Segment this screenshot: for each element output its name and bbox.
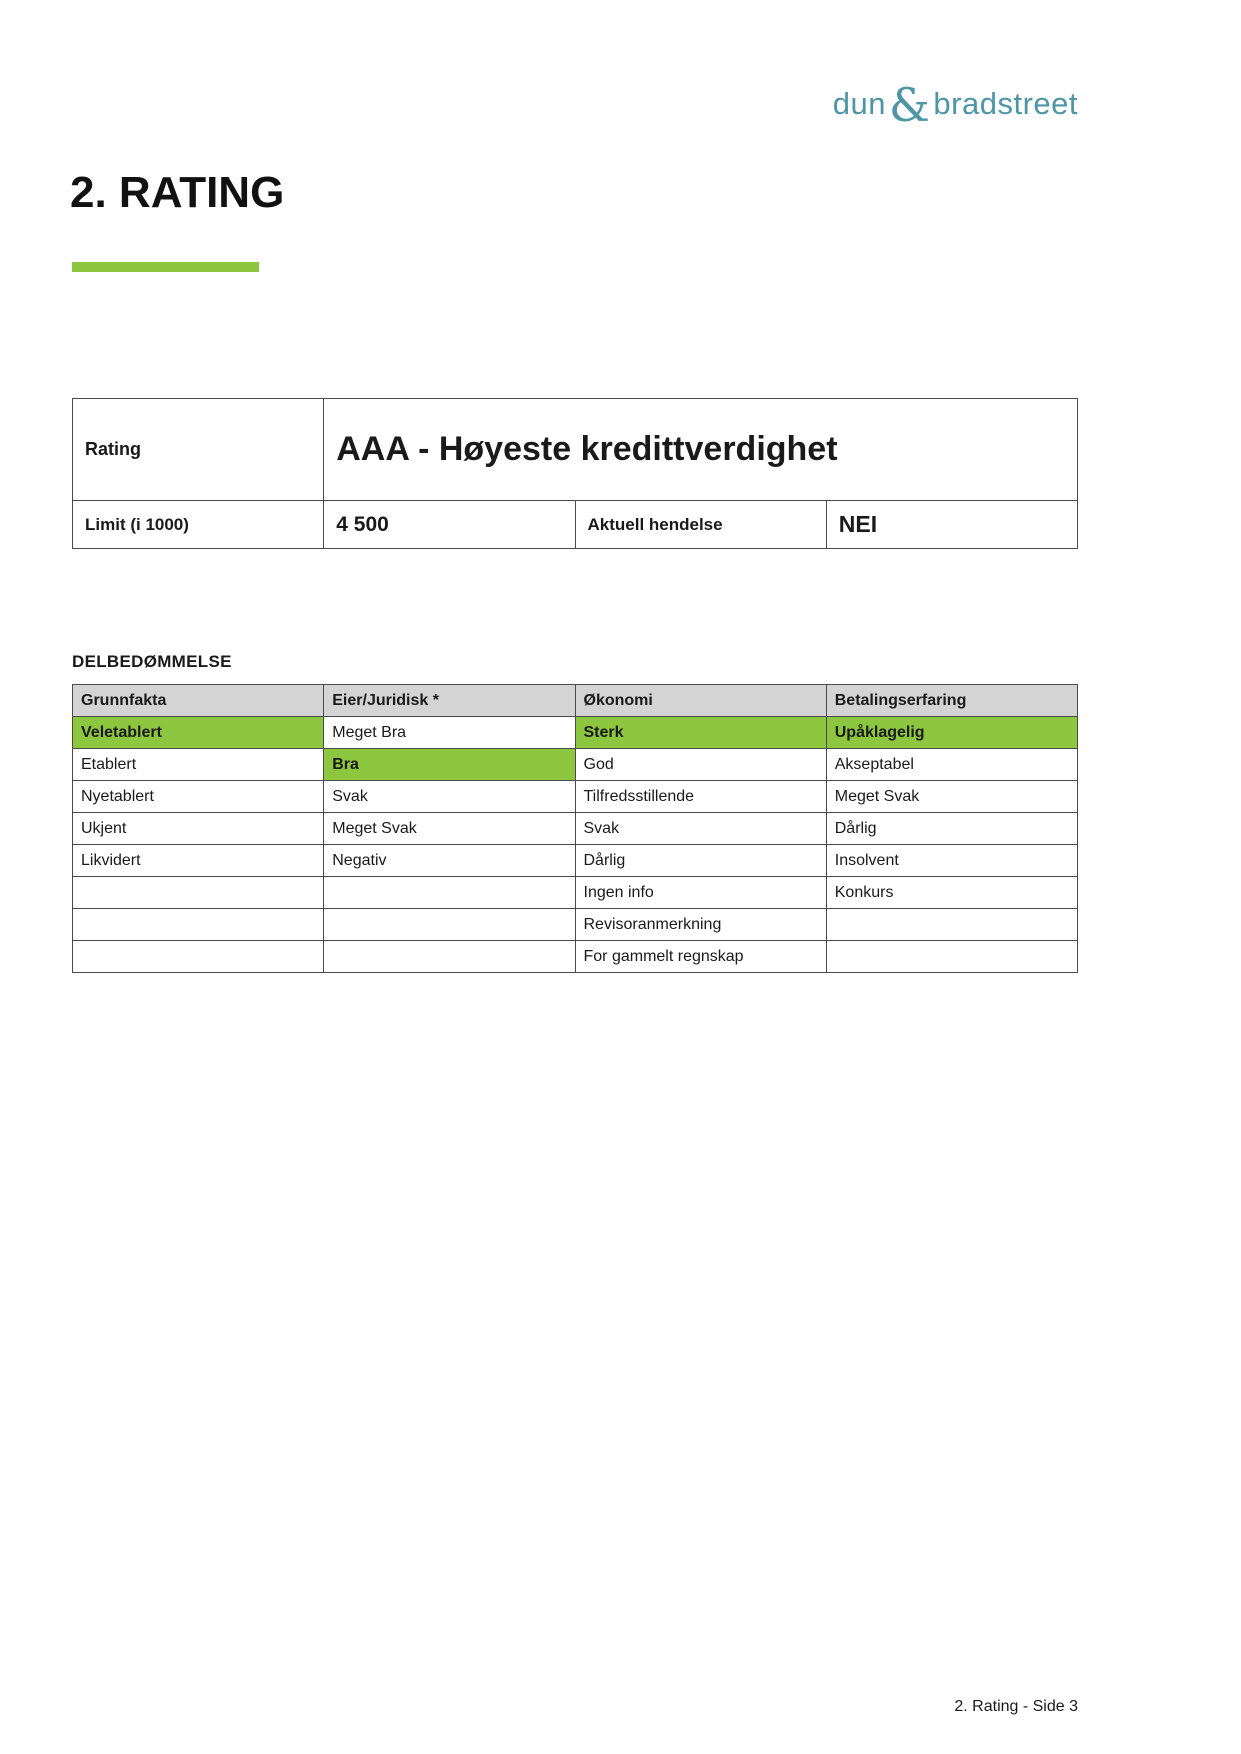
logo-ampersand-icon: & bbox=[888, 78, 931, 132]
rating-scale-cell bbox=[73, 941, 324, 973]
table-row bbox=[73, 813, 1078, 845]
rating-scale-cell: Negativ bbox=[324, 845, 575, 877]
table-row bbox=[73, 845, 1078, 877]
rating-scale-cell bbox=[324, 909, 575, 941]
limit-value-cell: 4 500 bbox=[324, 501, 575, 549]
dnb-logo bbox=[833, 78, 1078, 132]
rating-value-cell: AAA - Høyeste kredittverdighet bbox=[324, 399, 1078, 501]
table-row bbox=[73, 941, 1078, 973]
subassessment-header-row bbox=[73, 685, 1078, 717]
selected-rating-cell: Veletablert bbox=[73, 717, 324, 749]
subassessment-title: DELBEDØMMELSE bbox=[72, 652, 232, 671]
rating-scale-cell: For gammelt regnskap bbox=[575, 941, 826, 973]
rating-scale-cell: Svak bbox=[324, 781, 575, 813]
page-title: 2. RATING bbox=[70, 168, 285, 217]
rating-scale-cell: Konkurs bbox=[826, 877, 1077, 909]
rating-scale-cell: Dårlig bbox=[826, 813, 1077, 845]
rating-scale-cell: Svak bbox=[575, 813, 826, 845]
page-footer: 2. Rating - Side 3 bbox=[954, 1698, 1078, 1715]
rating-scale-cell: Meget Bra bbox=[324, 717, 575, 749]
rating-scale-cell: Ingen info bbox=[575, 877, 826, 909]
current-event-label-cell: Aktuell hendelse bbox=[575, 501, 826, 549]
rating-scale-cell: Revisoranmerkning bbox=[575, 909, 826, 941]
current-event-value-cell: NEI bbox=[826, 501, 1077, 549]
rating-scale-cell bbox=[73, 877, 324, 909]
table-row bbox=[73, 781, 1078, 813]
subassessment-table-body bbox=[73, 685, 1078, 973]
selected-rating-cell: Upåklagelig bbox=[826, 717, 1077, 749]
logo-bradstreet-text: bradstreet bbox=[933, 86, 1078, 121]
table-row bbox=[73, 877, 1078, 909]
rating-scale-cell bbox=[826, 909, 1077, 941]
rating-scale-cell: Likvidert bbox=[73, 845, 324, 877]
rating-scale-cell: Tilfredsstillende bbox=[575, 781, 826, 813]
rating-label-cell: Rating bbox=[73, 399, 324, 501]
selected-rating-cell: Bra bbox=[324, 749, 575, 781]
table-row bbox=[73, 909, 1078, 941]
rating-scale-cell: Akseptabel bbox=[826, 749, 1077, 781]
rating-scale-cell bbox=[324, 877, 575, 909]
column-header: Betalingserfaring bbox=[826, 685, 1077, 717]
rating-summary-table bbox=[72, 398, 1078, 549]
logo-dun-text: dun bbox=[832, 86, 886, 121]
rating-scale-cell: Meget Svak bbox=[324, 813, 575, 845]
rating-scale-cell bbox=[324, 941, 575, 973]
limit-row bbox=[73, 501, 1078, 549]
rating-scale-cell: Insolvent bbox=[826, 845, 1077, 877]
subassessment-table bbox=[72, 684, 1078, 973]
column-header: Økonomi bbox=[575, 685, 826, 717]
table-row bbox=[73, 717, 1078, 749]
title-underline-bar bbox=[72, 262, 259, 272]
rating-scale-cell: Meget Svak bbox=[826, 781, 1077, 813]
rating-scale-cell bbox=[73, 909, 324, 941]
rating-scale-cell: Nyetablert bbox=[73, 781, 324, 813]
column-header: Eier/Juridisk * bbox=[324, 685, 575, 717]
rating-scale-cell: God bbox=[575, 749, 826, 781]
rating-scale-cell: Ukjent bbox=[73, 813, 324, 845]
column-header: Grunnfakta bbox=[73, 685, 324, 717]
rating-scale-cell bbox=[826, 941, 1077, 973]
rating-scale-cell: Etablert bbox=[73, 749, 324, 781]
selected-rating-cell: Sterk bbox=[575, 717, 826, 749]
limit-label-cell: Limit (i 1000) bbox=[73, 501, 324, 549]
rating-scale-cell: Dårlig bbox=[575, 845, 826, 877]
table-row bbox=[73, 749, 1078, 781]
rating-header-row bbox=[73, 399, 1078, 501]
